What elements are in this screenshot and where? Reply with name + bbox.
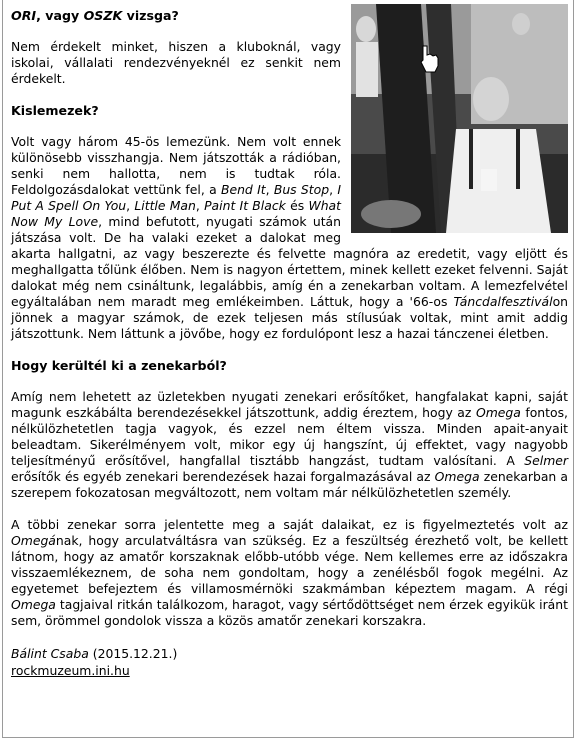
heading-kislemezek: Kislemezek? bbox=[11, 103, 99, 118]
author-name: Bálint Csaba bbox=[11, 646, 89, 661]
signature-line bbox=[11, 645, 568, 662]
band-photo-image bbox=[351, 4, 568, 233]
signature bbox=[11, 645, 568, 679]
paragraph-kislemezek: Volt vagy három 45-ös lemezünk. Nem volt ennek különösebb visszhangja. Nem játszották a rádióban, senki nem hallotta, nem is tudtak róla. Feldolgozásdalokat vettünk fel, a Bend It, Bus Stop, I Put A Spell On You, Little Man, Paint It Black és What Now My Love, mind befutott, nyugati számok után játszása volt. De ha valaki ezeket a dalokat meg akarta hallgatni, az vagy beszerezte és felvette magnóra az eredetit, vagy eljött és meghallgatta tőlünk élőben. Nem is nagyon értettem, minek kellett ezeket felvenni. Saját dalokat még nem csináltunk, legalábbis, amíg én a zenekarban voltam. A lemezfelvétel egyáltalában nem maradt meg emlékeimben. Láttuk, hogy a '66-os Táncdalfesztiválon jönnek a magyar számok, de ezek teljesen más stílusúak voltak, mint amit addig játszottunk. Nem láttunk a jövőbe, hogy ez fordulópont lesz a hazai tánczenei életben. bbox=[11, 134, 568, 341]
site-link[interactable]: rockmuzeum.ini.hu bbox=[11, 663, 130, 678]
paragraph-ori: Nem érdekelt minket, hiszen a kluboknál, vagy iskolai, vállalati rendezvényeknél ez senkit nem érdekelt. bbox=[11, 39, 341, 86]
heading-zenekar: Hogy kerültél ki a zenekarból? bbox=[11, 358, 227, 373]
band-photo bbox=[351, 4, 568, 233]
paragraph-zenekar-2: A többi zenekar sorra jelentette meg a saját dalaikat, ez is figyelmeztetés volt az Omegának, hogy arculatváltásra van szükség. Ez a feszültség érezhető volt, be kellett látnom, hogy az amatőr korszaknak előbb-utóbb vége. Nem kellemes erre az időszakra visszaemlékeznem, de soha nem gondoltam, hogy a zenélésből fogok megélni. Az egyetemet befejeztem és villamosmérnöki szakmámban képeztem magam. A régi Omega tagjaival ritkán találkozom, haragot, vagy sértődöttséget nem érzek egyikük iránt sem, örömmel gondolok vissza a közös amatőr zenekari korszakra. bbox=[11, 517, 568, 628]
paragraph-zenekar-1: Amíg nem lehetett az üzletekben nyugati zenekari erősítőket, hangfalakat kapni, saját magunk eszkábálta berendezésekkel játszottunk, addig éreztem, hogy az Omega fontos, nélkülözhetetlen tagja vagyok, és ezzel nem éltem vissza. Minden apait-anyait beleadtam. Sikerélményem volt, mikor egy új hangszínt, új effektet, vagy nagyobb teljesítményű erősítővel, hangfallal tisztább hangzást, tudtam valósítani. A Selmer erősítők és egyéb zenekari berendezések hazai forgalmazásával az Omega zenekarban a szerepem fokozatosan megváltozott, nem voltam már nélkülözhetetlen személy. bbox=[11, 389, 568, 500]
heading-ori-oszk: ORI, vagy OSZK vizsga? bbox=[11, 8, 179, 23]
signature-date: (2015.12.21.) bbox=[88, 646, 178, 661]
article-body bbox=[11, 0, 568, 679]
